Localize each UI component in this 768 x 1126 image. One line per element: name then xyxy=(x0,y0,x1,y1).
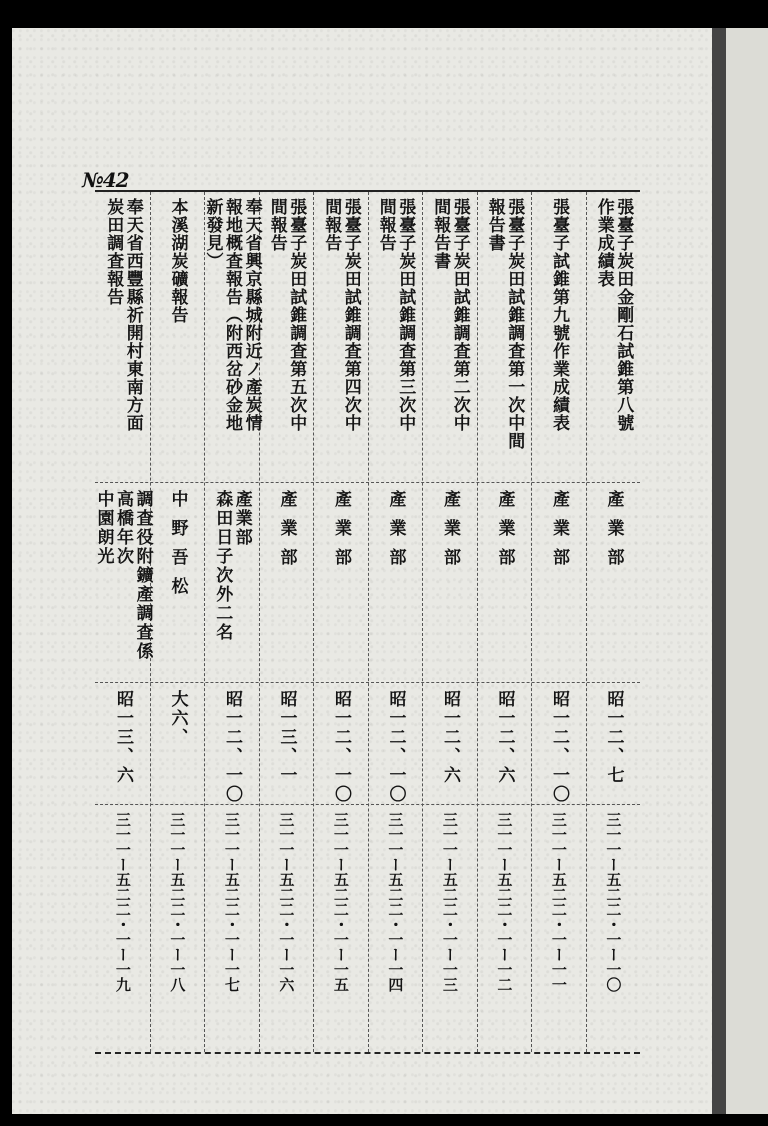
column-divider xyxy=(422,192,423,1052)
entry-title: 奉天省興京縣城附近ノ產炭情 報地概査報告（附西岔砂金地 新發見） xyxy=(202,198,262,432)
entry-author: 產業部 xyxy=(549,490,570,577)
entry-title: 張臺子炭田試錐調査第五次中 間報告 xyxy=(266,198,307,432)
book-spine xyxy=(712,28,726,1114)
entry-code: 三一一ー五二二・一ー一七 xyxy=(222,812,241,992)
entry-date: 昭一二、六 xyxy=(440,690,461,785)
entry-author: 產業部 xyxy=(276,490,297,577)
entry-title: 張臺子炭田試錐調査第三次中 間報告 xyxy=(375,198,416,432)
entry-code: 三一一ー五二二・一ー一八 xyxy=(168,812,187,992)
entry-date: 昭一二、一〇 xyxy=(222,690,243,804)
entry-author: 產業部 xyxy=(603,490,624,577)
entry-date: 大六、 xyxy=(167,690,188,747)
entry-author: 產業部 xyxy=(331,490,352,577)
entry-author: 調査役附鑛產調査係 高橋年次 中園朗光 xyxy=(93,490,153,661)
entry-date: 昭一二、六 xyxy=(494,690,515,785)
column-divider xyxy=(531,192,532,1052)
entry-date: 昭一三、一 xyxy=(276,690,297,785)
entry-code: 三一一ー五二二・一ー一二 xyxy=(495,812,514,992)
entry-code: 三一一ー五二二・一ー一一 xyxy=(549,812,568,992)
column-divider xyxy=(586,192,587,1052)
entry-date: 昭一三、六 xyxy=(113,690,134,785)
entry-date: 昭一二、一〇 xyxy=(549,690,570,804)
entry-title: 張臺子炭田試錐調査第二次中 間報告書 xyxy=(430,198,470,432)
entry-date: 昭一二、一〇 xyxy=(331,690,352,804)
adjacent-page-edge xyxy=(726,28,768,1114)
page-number-label: №42 xyxy=(82,168,129,192)
entry-code: 三一一ー五二二・一ー一五 xyxy=(331,812,350,992)
entry-author: 產業部 xyxy=(385,490,406,577)
column-divider xyxy=(313,192,314,1052)
entry-title: 本溪湖炭礦報告 xyxy=(167,198,188,324)
entry-code: 三一一ー五二二・一ー一六 xyxy=(277,812,296,992)
entry-author: 產業部 xyxy=(440,490,461,577)
column-divider xyxy=(368,192,369,1052)
entry-title: 張臺子炭田試錐調査第一次中間 報告書 xyxy=(484,198,525,450)
entry-code: 三一一ー五二二・一ー一三 xyxy=(440,812,459,992)
entry-title: 張臺子炭田試錐調査第四次中 間報告 xyxy=(321,198,361,432)
entry-date: 昭一二、七 xyxy=(603,690,624,785)
entry-title: 奉天省西豐縣祈開村東南方面 炭田調査報告 xyxy=(103,198,143,432)
entry-code: 三一一ー五二二・一ー一九 xyxy=(113,812,132,992)
entry-author: 產業部 xyxy=(494,490,515,577)
entry-title: 張臺子試錐第九號作業成績表 xyxy=(549,198,570,432)
entry-author: 產業部 森田日子次外二名 xyxy=(212,490,252,642)
entry-code: 三一一ー五二二・一ー一四 xyxy=(386,812,405,992)
entry-author: 中野吾松 xyxy=(167,490,188,606)
entry-date: 昭一二、一〇 xyxy=(385,690,406,804)
entry-title: 張臺子炭田金剛石試錐第八號 作業成績表 xyxy=(593,198,634,432)
column-divider xyxy=(477,192,478,1052)
entry-code: 三一一ー五二二・一ー一〇 xyxy=(604,812,623,992)
